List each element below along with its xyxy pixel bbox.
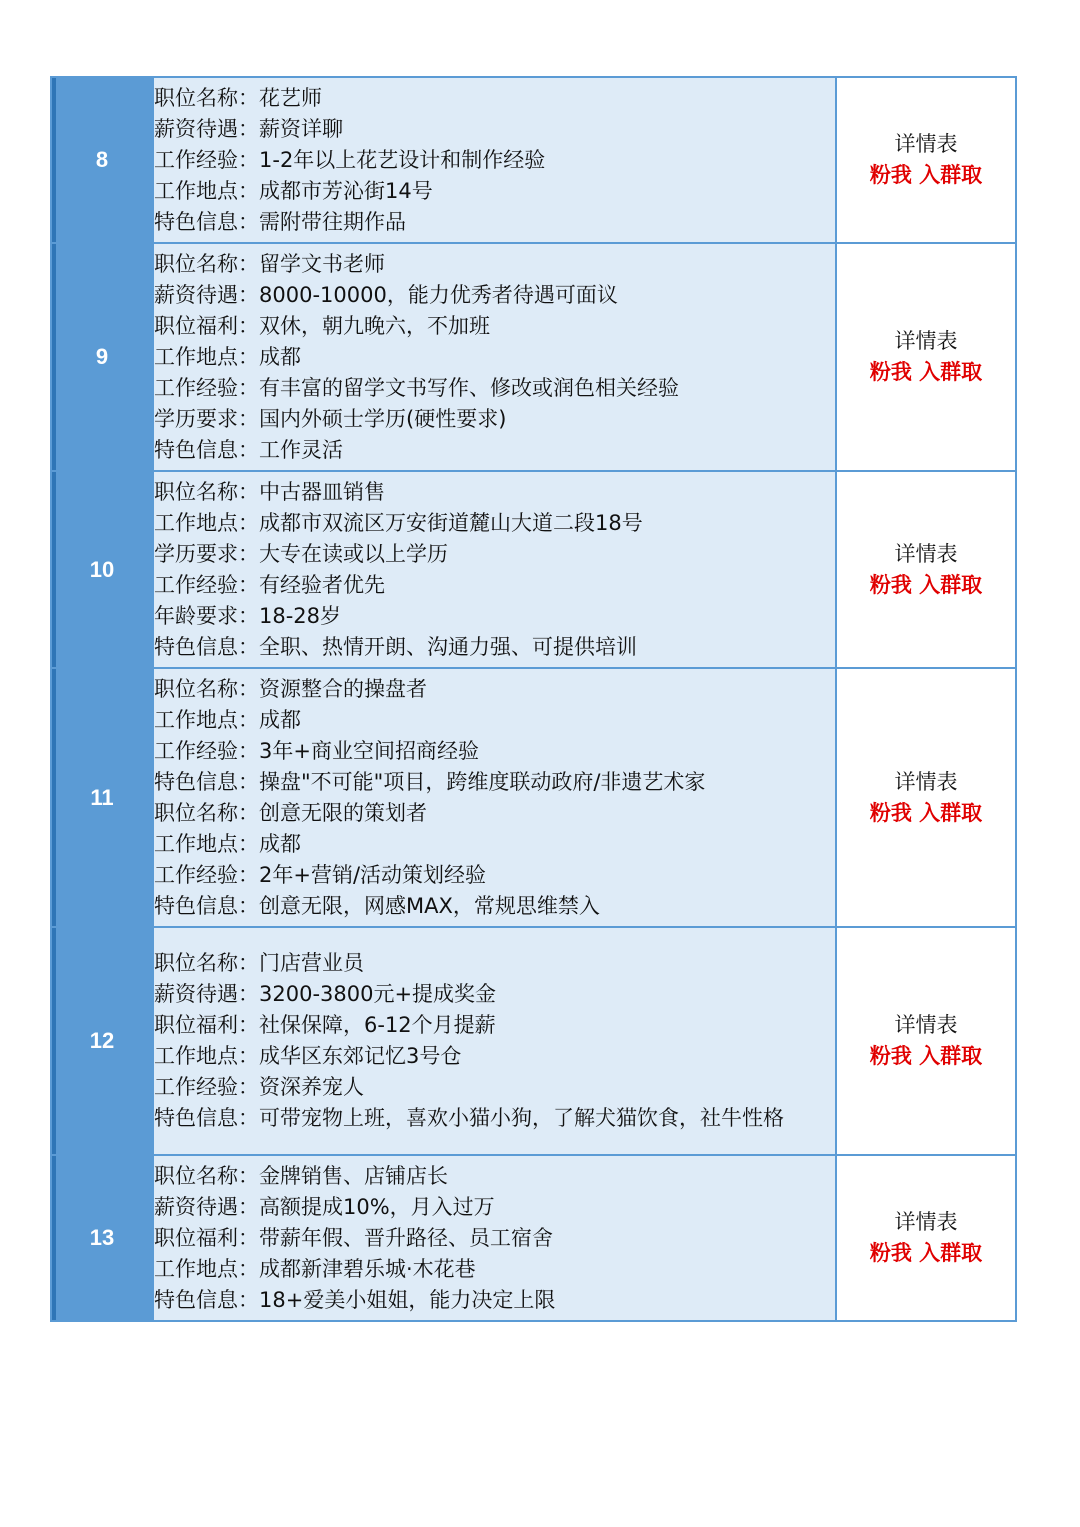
details-cell [836, 77, 1016, 243]
job-info-line: 学历要求：国内外硕士学历(硬性要求) [154, 406, 507, 431]
job-info-line: 工作经验：有经验者优先 [154, 572, 385, 597]
job-info-line: 工作经验：资深养宠人 [154, 1075, 364, 1099]
job-info-line: 职位名称：留学文书老师 [154, 251, 385, 276]
job-info-line: 职位名称：中古器皿销售 [154, 479, 385, 504]
job-info-line: 薪资待遇：3200-3800元+提成奖金 [154, 982, 497, 1006]
job-info-line: 特色信息：工作灵活 [154, 437, 343, 462]
details-cell [836, 1155, 1016, 1321]
job-info-cell [153, 77, 836, 243]
details-label: 详情表 [894, 132, 958, 156]
row-number: 9 [51, 243, 153, 471]
job-row [51, 927, 1016, 1155]
job-info-cell [153, 243, 836, 471]
job-info-line: 职位福利：社保保障，6-12个月提薪 [154, 1013, 496, 1037]
job-info-line: 工作地点：成都 [154, 707, 301, 732]
job-row [51, 1155, 1016, 1321]
details-label: 详情表 [894, 769, 958, 794]
job-info-line: 特色信息：创意无限，网感MAX，常规思维禁入 [154, 893, 600, 918]
job-row [51, 471, 1016, 668]
job-info-line: 学历要求：大专在读或以上学历 [154, 541, 448, 566]
job-info-line: 工作经验：有丰富的留学文书写作、修改或润色相关经验 [154, 375, 679, 400]
job-info-line: 工作地点：成华区东郊记忆3号仓 [154, 1044, 462, 1068]
job-info-line: 工作地点：成都 [154, 344, 301, 369]
job-info-line: 特色信息：18+爱美小姐姐，能力决定上限 [154, 1287, 556, 1312]
job-info-cell [153, 668, 836, 927]
job-info-line: 职位福利：带薪年假、晋升路径、员工宿舍 [154, 1225, 553, 1250]
job-info-line: 工作地点：成都市芳沁街14号 [154, 178, 433, 203]
job-info-line: 职位名称：资源整合的操盘者 [154, 676, 427, 701]
job-info-line: 薪资待遇：高额提成10%，月入过万 [154, 1194, 495, 1219]
job-info-line: 薪资待遇：薪资详聊 [154, 116, 343, 141]
job-listing-table [50, 76, 1017, 1322]
details-label: 详情表 [894, 1210, 958, 1234]
job-row [51, 668, 1016, 927]
job-info-line: 年龄要求：18-28岁 [154, 603, 342, 628]
job-info-cell [153, 1155, 836, 1321]
job-info-line: 工作地点：成都市双流区万安街道麓山大道二段18号 [154, 510, 643, 535]
job-info-line: 薪资待遇：8000-10000，能力优秀者待遇可面议 [154, 282, 618, 307]
follow-join-group-cta: 粉我 入群取 [869, 572, 983, 597]
row-number: 12 [51, 927, 153, 1155]
follow-join-group-cta: 粉我 入群取 [869, 163, 983, 187]
job-row [51, 243, 1016, 471]
follow-join-group-cta: 粉我 入群取 [869, 1241, 983, 1265]
job-info-line: 工作经验：2年+营销/活动策划经验 [154, 862, 487, 887]
row-number: 8 [51, 77, 153, 243]
job-info-line: 职位福利：双休，朝九晚六，不加班 [154, 313, 490, 338]
job-info-line: 工作地点：成都新津碧乐城·木花巷 [154, 1256, 476, 1281]
job-info-cell [153, 927, 836, 1155]
job-info-line: 职位名称：花艺师 [154, 85, 322, 110]
job-info-line: 特色信息：全职、热情开朗、沟通力强、可提供培训 [154, 634, 637, 659]
job-info-line: 职位名称：门店营业员 [154, 951, 364, 975]
job-info-line: 工作地点：成都 [154, 831, 301, 856]
row-number: 11 [51, 668, 153, 927]
follow-join-group-cta: 粉我 入群取 [869, 800, 983, 825]
details-label: 详情表 [894, 541, 958, 566]
details-label: 详情表 [894, 1013, 958, 1037]
job-info-line: 特色信息：操盘"不可能"项目，跨维度联动政府/非遗艺术家 [154, 769, 706, 794]
row-number: 10 [51, 471, 153, 668]
job-info-line: 特色信息：可带宠物上班，喜欢小猫小狗，了解犬猫饮食，社牛性格 [154, 1106, 784, 1130]
job-listing-body [51, 77, 1016, 1321]
job-info-line: 工作经验：1-2年以上花艺设计和制作经验 [154, 147, 546, 172]
job-info-cell [153, 471, 836, 668]
job-info-line: 职位名称：金牌销售、店铺店长 [154, 1163, 448, 1188]
job-row [51, 77, 1016, 243]
job-info-line: 特色信息：需附带往期作品 [154, 209, 406, 234]
details-cell [836, 471, 1016, 668]
follow-join-group-cta: 粉我 入群取 [869, 1044, 983, 1068]
row-number: 13 [51, 1155, 153, 1321]
details-cell [836, 243, 1016, 471]
job-info-line: 职位名称：创意无限的策划者 [154, 800, 427, 825]
details-cell [836, 927, 1016, 1155]
follow-join-group-cta: 粉我 入群取 [869, 360, 983, 384]
job-info-line: 工作经验：3年+商业空间招商经验 [154, 738, 479, 763]
details-cell [836, 668, 1016, 927]
details-label: 详情表 [894, 329, 958, 353]
